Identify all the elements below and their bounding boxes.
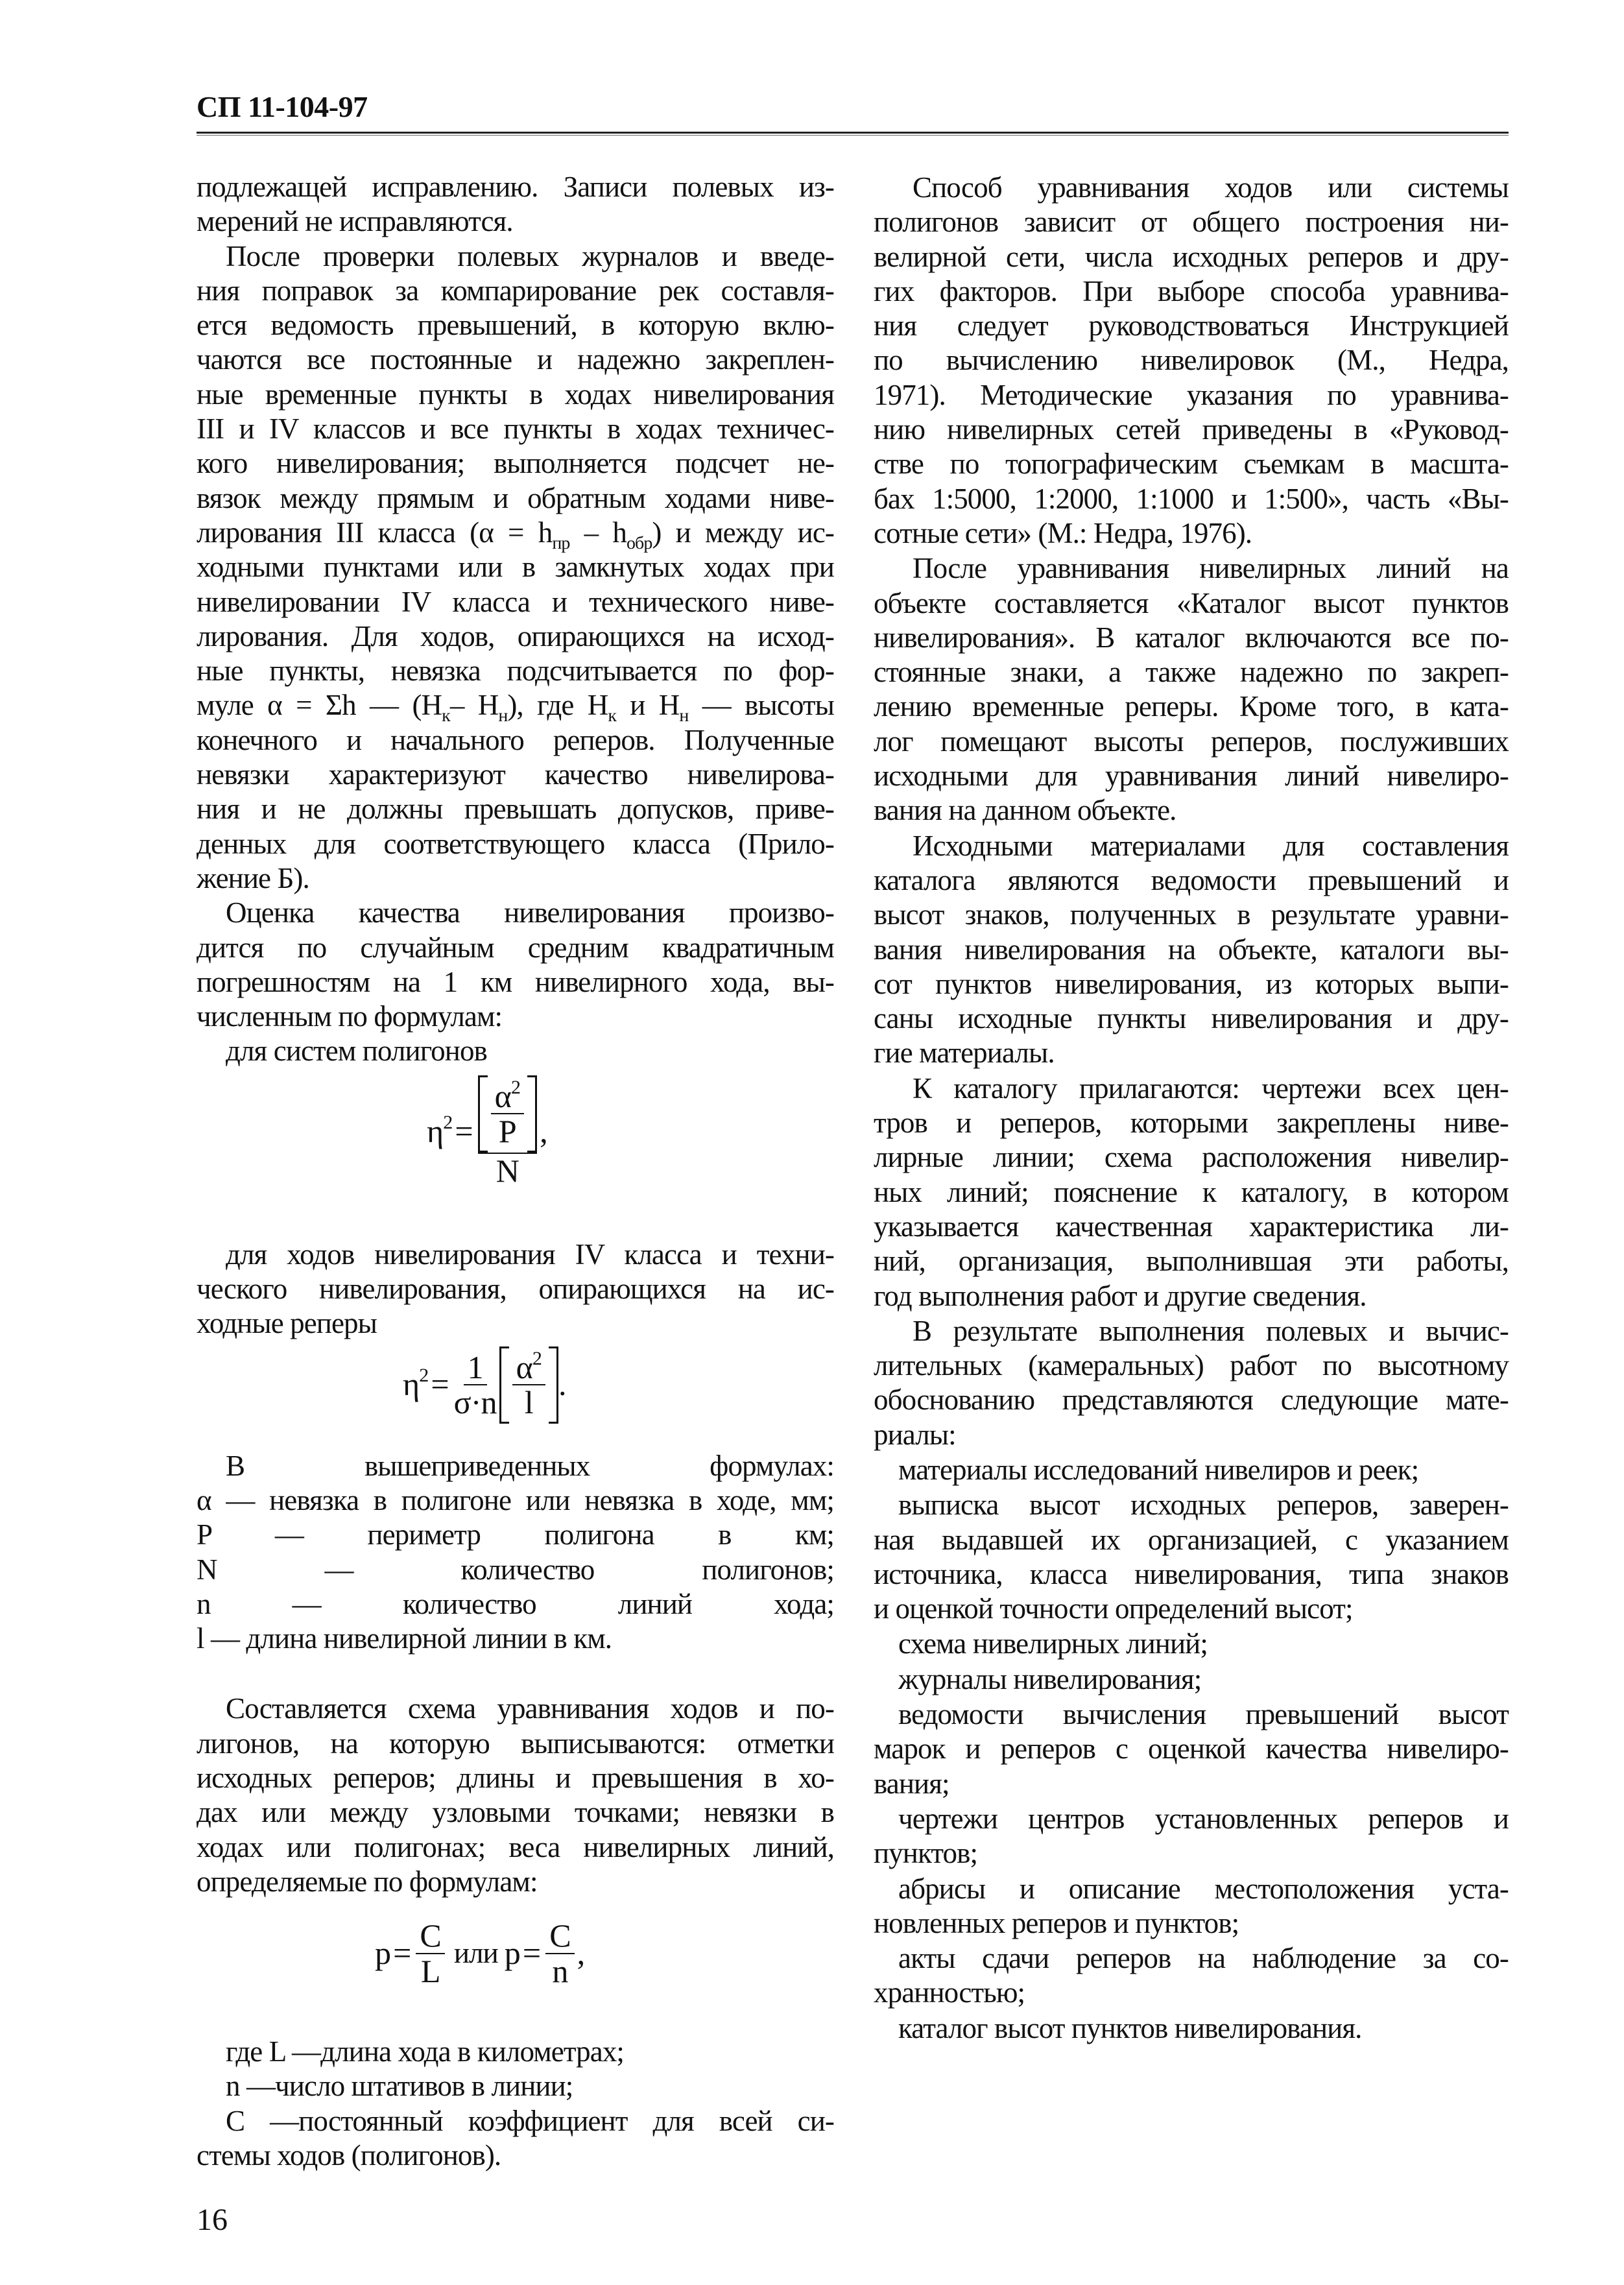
document-code-header: СП 11-104-97 xyxy=(197,90,368,123)
text-line: ния и не должны превышать допусков, приве- xyxy=(197,793,834,826)
text-line: ных линий; пояснение к каталогу, в котором xyxy=(874,1175,1509,1208)
text-line: дах или между узловыми точками; невязки в xyxy=(197,1796,834,1829)
text-line: мерений не исправляются. xyxy=(197,205,513,238)
inner-denominator: P xyxy=(498,1113,516,1150)
subscript: обр xyxy=(626,532,652,553)
text-line: вания; xyxy=(874,1767,949,1800)
fraction-numerator xyxy=(478,1075,537,1154)
text-line: материалы исследований нивелиров и реек; xyxy=(898,1453,1419,1486)
text-line: ния поправок за компарирование рек составля- xyxy=(197,274,834,307)
fraction-numerator: C xyxy=(416,1919,444,1954)
formula-eq: = xyxy=(431,1366,449,1403)
text-line: высот знаков, полученных в результате уравни- xyxy=(874,898,1509,931)
list-item xyxy=(874,1802,1509,1871)
text-line: Составляется схема уравнивания ходов и по- xyxy=(226,1692,834,1725)
formula-lhs: $\eta^2$ xyxy=(427,1111,453,1149)
formula-lhs: $\eta^2$ xyxy=(403,1365,429,1403)
text-segment: ), где H xyxy=(507,689,608,722)
text-line: стоянные знаки, а также надежно по закреп- xyxy=(874,656,1509,689)
fraction-denominator: n xyxy=(552,1952,568,1989)
list-item xyxy=(874,2011,1509,2046)
page-number: 16 xyxy=(197,2203,228,2237)
text-line: ний, организация, выполнившая эти работы, xyxy=(874,1245,1509,1278)
text-line: чаются все постоянные и надежно закреплен- xyxy=(197,343,834,376)
text-line: численным по формулам: xyxy=(197,1000,503,1033)
text-segment: муле α = Σh — (H xyxy=(197,689,442,722)
text-line: год выполнения работ и другие сведения. xyxy=(874,1279,1367,1312)
text-line: акты сдачи реперов на наблюдение за со- xyxy=(898,1942,1509,1975)
formula-fraction xyxy=(416,1919,444,1988)
text-line: лению временные реперы. Кроме того, в ката- xyxy=(874,690,1509,723)
text-segment: — высоты xyxy=(688,689,834,722)
text-line: погрешностям на 1 км нивелирного хода, вы- xyxy=(197,965,834,998)
text-line: Способ уравнивания ходов или системы xyxy=(913,171,1509,204)
text-line: После проверки полевых журналов и введе- xyxy=(226,239,834,272)
text-line: каталога являются ведомости превышений и xyxy=(874,863,1509,896)
text-line: Оценка качества нивелирования произво- xyxy=(226,896,834,929)
formula-fraction xyxy=(478,1075,537,1188)
text-line: денных для соответствующего класса (Прило- xyxy=(197,827,834,860)
header-rule xyxy=(197,132,1509,136)
text-line: лирования. Для ходов, опирающихся на исход- xyxy=(197,619,834,652)
text-line: каталог высот пунктов нивелирования. xyxy=(898,2011,1362,2044)
paragraph xyxy=(874,829,1509,1071)
text-line: определяемые по формулам: xyxy=(197,1865,538,1898)
bracket-expression xyxy=(478,1075,537,1153)
text-line: схема нивелирных линий; xyxy=(898,1627,1208,1660)
text-line: исходными для уравнивания линий нивелиро- xyxy=(874,760,1509,793)
text-line: велирной сети, числа исходных реперов и дру- xyxy=(874,240,1509,273)
text-line: новленных реперов и пунктов; xyxy=(874,1906,1239,1939)
text-line: обоснованию представляются следующие мате- xyxy=(874,1383,1509,1417)
text-line: ведомости вычисления превышений высот xyxy=(898,1698,1509,1731)
text-line: сот пунктов нивелирования, из которых выпи- xyxy=(874,967,1509,1000)
text-line: лирные линии; схема расположения нивелир- xyxy=(874,1141,1509,1174)
text-line: К каталогу прилагаются: чертежи всех цен- xyxy=(913,1071,1509,1105)
formula-polygons xyxy=(197,1069,834,1238)
text-line: В результате выполнения полевых и вычис- xyxy=(913,1314,1509,1347)
formula-eq: = xyxy=(393,1935,411,1972)
text-line: для ходов нивелирования IV класса и техни- xyxy=(226,1238,834,1271)
formula-lhs: p xyxy=(375,1935,391,1972)
text-line: выписка высот исходных реперов, заверен- xyxy=(898,1489,1509,1522)
text-line: чертежи центров установленных реперов и xyxy=(898,1802,1509,1835)
text-line: ные временные пункты в ходах нивелирования xyxy=(197,377,834,411)
paragraph xyxy=(197,2069,834,2103)
text-line: гие материалы. xyxy=(874,1036,1055,1070)
text-line: источника, класса нивелирования, типа знаков xyxy=(874,1557,1509,1590)
text-line: лительных (камеральных) работ по высотному xyxy=(874,1349,1509,1382)
text-line: l — длина нивелирной линии в км. xyxy=(197,1622,612,1655)
text-line: пунктов; xyxy=(874,1837,978,1870)
text-line: дится по случайным средним квадратичным xyxy=(197,931,834,964)
text-line: вязок между прямым и обратным ходами ниве- xyxy=(197,481,834,514)
list-item xyxy=(874,1697,1509,1801)
formula-weights xyxy=(197,1899,834,2035)
text-line: N — количество полигонов; xyxy=(197,1553,834,1586)
fraction-denominator: σ·n xyxy=(453,1384,497,1421)
text-line: ческого нивелирования, опирающихся на ис- xyxy=(197,1273,834,1306)
bracket-expression xyxy=(499,1346,558,1424)
text-line: объекте составляется «Каталог высот пунктов xyxy=(874,586,1509,619)
subscript: н xyxy=(498,706,508,726)
inner-denominator: l xyxy=(524,1384,533,1421)
paragraph xyxy=(874,1071,1509,1313)
text-line: 1971). Методические указания по уравнива- xyxy=(874,378,1509,411)
text-line: для систем полигонов xyxy=(226,1035,487,1068)
text-line: лигонов, на которую выписываются: отметки xyxy=(197,1727,834,1760)
subscript: к xyxy=(608,706,617,726)
formula-or: или xyxy=(453,1937,498,1970)
text-line: невязки характеризуют качество нивелирова- xyxy=(197,758,834,791)
text-line: ная выдавшей их организацией, с указанием xyxy=(874,1523,1509,1556)
formula-eq: = xyxy=(522,1935,541,1972)
paragraph xyxy=(197,1449,834,1657)
text-segment: – h xyxy=(569,516,627,549)
text-line: конечного и начального реперов. Полученные xyxy=(197,723,834,756)
text-line: лог помещают высоты реперов, послуживших xyxy=(874,724,1509,758)
formula-eq: = xyxy=(455,1112,473,1149)
paragraph xyxy=(874,551,1509,828)
text-line: полигонов зависит от общего построения ни- xyxy=(874,206,1509,239)
fraction-numerator: C xyxy=(545,1919,574,1954)
text-line: ется ведомость превышений, в которую вклю- xyxy=(197,309,834,342)
paragraph xyxy=(197,1238,834,1341)
text-line: α — невязка в полигоне или невязка в ходе, мм; xyxy=(197,1483,834,1516)
text-segment: и H xyxy=(616,689,680,722)
list-item xyxy=(874,1662,1509,1697)
paragraph xyxy=(197,2035,834,2069)
text-line: В вышеприведенных формулах: xyxy=(226,1449,834,1482)
text-line xyxy=(197,688,834,726)
text-line: стве по топографическим съемкам в масшта- xyxy=(874,448,1509,481)
text-line: саны исходные пункты нивелирования и дру- xyxy=(874,1002,1509,1035)
text-line: жение Б). xyxy=(197,861,309,894)
text-line: вания нивелирования на объекте, каталоги вы- xyxy=(874,933,1509,966)
text-line: подлежащей исправлению. Записи полевых из- xyxy=(197,171,834,203)
fraction-numerator: 1 xyxy=(464,1350,487,1386)
text-line: ходные реперы xyxy=(197,1307,377,1340)
fraction-denominator: L xyxy=(420,1952,440,1989)
right-column xyxy=(874,170,1509,2046)
inner-numerator: $\alpha^2$ xyxy=(512,1350,545,1386)
list-item xyxy=(874,1941,1509,2011)
formula-lhs-2: p xyxy=(504,1935,520,1972)
list-item xyxy=(874,1872,1509,1941)
text-line: указывается качественная характеристика ли- xyxy=(874,1210,1509,1243)
paragraph xyxy=(197,1692,834,1899)
text-segment: – H xyxy=(449,689,499,722)
text-line: ходными пунктами или в замкнутых ходах при xyxy=(197,551,834,584)
text-line: гих факторов. При выборе способа уравнива- xyxy=(874,274,1509,307)
text-line: бах 1:5000, 1:2000, 1:1000 и 1:500», часть «Вы- xyxy=(874,482,1509,515)
formula-tail: . xyxy=(558,1366,566,1403)
text-line: риалы: xyxy=(874,1418,956,1451)
text-line: нивелировании IV класса и технического ниве- xyxy=(197,585,834,618)
paragraph xyxy=(197,896,834,1034)
text-line: вания на данном объекте. xyxy=(874,794,1176,827)
text-line: С —постоянный коэффициент для всей си- xyxy=(226,2104,834,2137)
text-line xyxy=(197,516,834,553)
text-line: исходных реперов; длины и превышения в хо- xyxy=(197,1761,834,1794)
formula-tail: , xyxy=(577,1935,585,1972)
formula-fraction xyxy=(454,1350,497,1420)
text-line: нию нивелирных сетей приведены в «Руковод- xyxy=(874,413,1509,446)
subscript: н xyxy=(679,706,689,726)
formula-tail: , xyxy=(540,1112,547,1149)
left-column xyxy=(197,170,834,2173)
text-line: III и IV классов и все пункты в ходах техничес- xyxy=(197,413,834,446)
list-item xyxy=(874,1627,1509,1661)
paragraph xyxy=(197,1034,834,1068)
text-line: нивелирования». В каталог включаются все по- xyxy=(874,621,1509,654)
text-segment: ) и между ис- xyxy=(652,516,834,549)
paragraph xyxy=(197,239,834,896)
formula-traverses xyxy=(197,1341,834,1449)
text-line: Исходными материалами для составления xyxy=(913,829,1509,862)
text-line: стемы ходов (полигонов). xyxy=(197,2139,501,2172)
text-segment: лирования III класса (α = h xyxy=(197,516,553,549)
text-line: марок и реперов с оценкой качества нивелиро- xyxy=(874,1732,1509,1765)
text-line: абрисы и описание местоположения уста- xyxy=(898,1872,1509,1905)
text-line: После уравнивания нивелирных линий на xyxy=(913,552,1509,585)
list-item xyxy=(874,1488,1509,1626)
text-line: журналы нивелирования; xyxy=(898,1662,1202,1695)
formula-fraction-2 xyxy=(545,1919,574,1988)
text-line: тров и реперов, которыми закреплены ниве- xyxy=(874,1107,1509,1140)
text-line: ния следует руководствоваться Инструкцией xyxy=(874,309,1509,342)
subscript: к xyxy=(442,706,450,726)
text-line: и оценкой точности определений высот; xyxy=(874,1592,1353,1625)
text-line: где L —длина хода в километрах; xyxy=(226,2035,625,2068)
text-line: сотные сети» (М.: Недра, 1976). xyxy=(874,516,1252,549)
paragraph xyxy=(874,1314,1509,1452)
text-line: ные пункты, невязка подсчитывается по фор- xyxy=(197,654,834,688)
text-line: хранностью; xyxy=(874,1976,1025,2009)
text-line: n — количество линий хода; xyxy=(197,1587,834,1620)
text-line: кого нивелирования; выполняется подсчет не- xyxy=(197,447,834,480)
list-item xyxy=(874,1453,1509,1487)
subscript: пр xyxy=(552,532,570,553)
paragraph xyxy=(874,171,1509,551)
paragraph xyxy=(197,2104,834,2173)
fraction-denominator: N xyxy=(496,1152,519,1189)
paragraph xyxy=(197,170,834,239)
text-line: ходах или полигонах; веса нивелирных линий, xyxy=(197,1830,834,1863)
text-line: n —число штативов в линии; xyxy=(226,2070,573,2103)
text-line: P — периметр полигона в км; xyxy=(197,1518,834,1551)
inner-numerator: $\alpha^2$ xyxy=(491,1079,524,1115)
text-line: по вычислению нивелировок (М., Недра, xyxy=(874,344,1509,377)
